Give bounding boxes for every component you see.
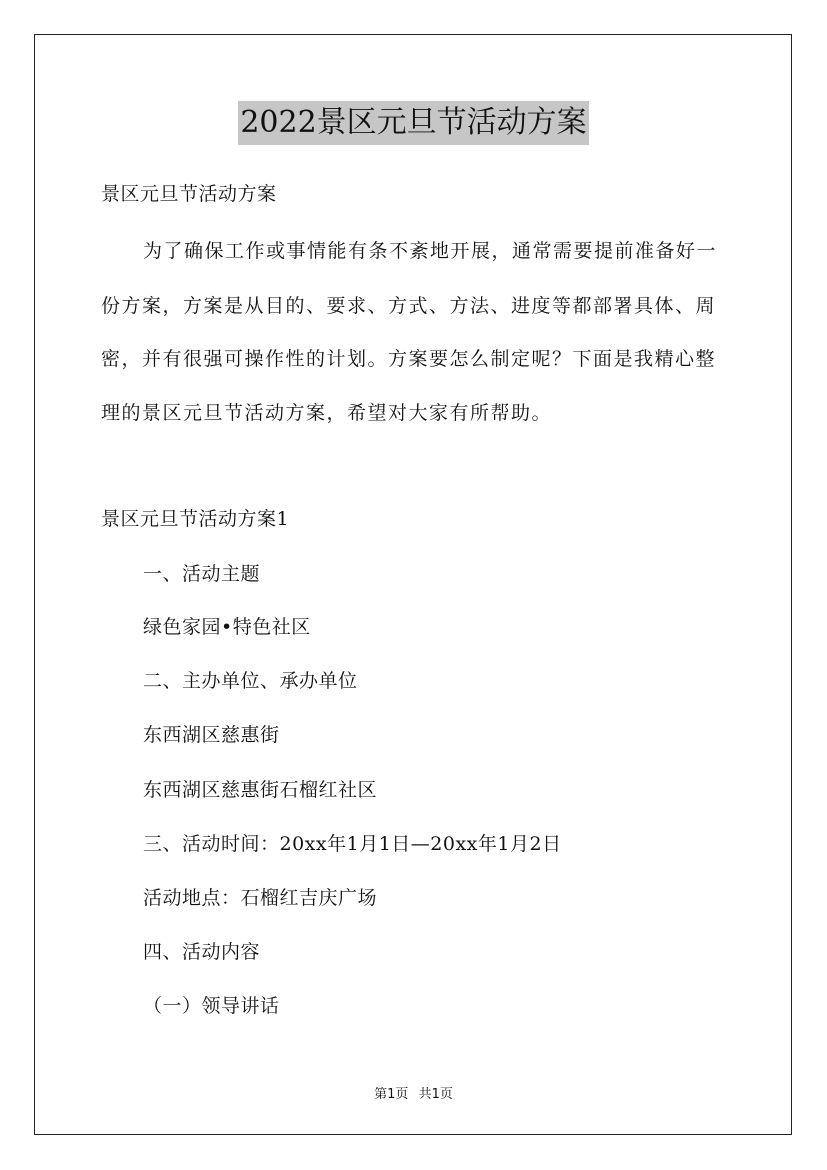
- list-item: 四、活动内容: [143, 941, 261, 963]
- list-item: 三、活动时间：20xx年1月1日—20xx年1月2日: [143, 833, 562, 855]
- intro-line: 份方案，方案是从目的、要求、方式、方法、进度等都部署具体、周: [101, 295, 717, 317]
- document-subtitle: 景区元旦节活动方案: [101, 183, 277, 205]
- page-footer: [0, 1083, 827, 1102]
- section-heading: 景区元旦节活动方案1: [101, 508, 290, 530]
- intro-line: 为了确保工作或事情能有条不紊地开展，通常需要提前准备好一: [143, 240, 718, 262]
- list-item: 绿色家园•特色社区: [143, 616, 311, 638]
- list-item: 二、主办单位、承办单位: [143, 670, 358, 692]
- list-item: 活动地点：石榴红吉庆广场: [143, 887, 378, 909]
- page-total: 共1页: [418, 1087, 453, 1102]
- list-item: 东西湖区慈惠街: [143, 724, 280, 746]
- list-item: 东西湖区慈惠街石榴红社区: [143, 779, 378, 801]
- list-item: （一）领导讲话: [143, 995, 280, 1017]
- document-title-container: [0, 101, 827, 145]
- list-item: 一、活动主题: [143, 563, 261, 585]
- intro-line: 密，并有很强可操作性的计划。方案要怎么制定呢？下面是我精心整: [101, 348, 717, 370]
- intro-line: 理的景区元旦节活动方案，希望对大家有所帮助。: [101, 402, 553, 424]
- document-title: 2022景区元旦节活动方案: [238, 101, 588, 145]
- page-number: 第1页: [374, 1087, 409, 1102]
